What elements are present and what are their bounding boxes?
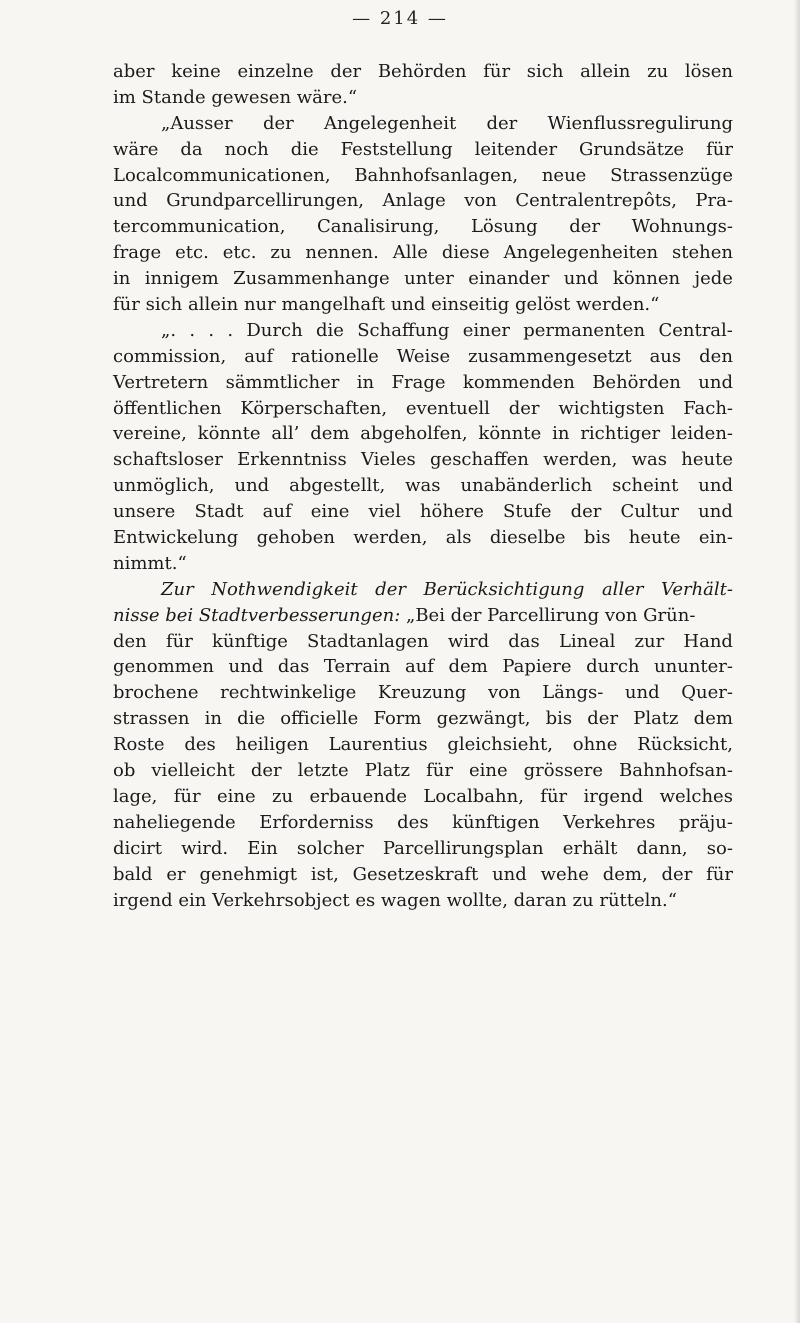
word: officielle xyxy=(280,708,359,730)
word: und xyxy=(698,475,733,497)
word: Durch xyxy=(246,319,303,341)
word: Lösung xyxy=(470,216,538,238)
word: können xyxy=(612,268,681,290)
word: abgestellt, xyxy=(289,475,386,497)
word: keine xyxy=(171,61,221,82)
word: künftige xyxy=(211,630,288,652)
word: leiden- xyxy=(670,423,733,445)
word: innigem xyxy=(144,268,219,290)
text-line xyxy=(113,499,733,525)
word: Wohnungs- xyxy=(631,216,733,238)
word: Längs- xyxy=(542,682,604,704)
word: genommen xyxy=(113,656,214,678)
word: wird. xyxy=(181,837,229,859)
text-line: irgend ein Verkehrsobject es wagen wollte, daran zu rütteln.“ xyxy=(113,889,677,911)
word: der xyxy=(569,216,601,238)
word: lage, xyxy=(113,785,158,807)
text-line xyxy=(113,240,733,266)
word: von xyxy=(488,682,521,704)
word: ist, xyxy=(310,863,339,885)
word: irgend xyxy=(583,785,644,807)
word: als xyxy=(445,527,472,549)
word: der xyxy=(250,760,282,782)
word: könnte xyxy=(478,423,542,445)
text-line xyxy=(113,525,733,551)
word: Platz xyxy=(364,760,411,782)
word: für xyxy=(483,61,511,82)
word: und xyxy=(563,268,599,290)
word: zusammengesetzt xyxy=(468,345,632,367)
word: Anlage xyxy=(382,190,446,212)
word: . xyxy=(189,319,196,341)
word: dem xyxy=(693,708,733,730)
word: und xyxy=(698,371,733,393)
word: schaftsloser xyxy=(113,449,223,471)
word: und xyxy=(492,863,527,885)
text-line xyxy=(113,758,733,784)
word: zu xyxy=(647,61,669,82)
word: etc. xyxy=(222,242,257,264)
word: sämmtlicher xyxy=(225,371,340,393)
word: Weise xyxy=(396,345,451,367)
word: Form xyxy=(373,708,422,730)
word: in xyxy=(552,423,570,445)
word: lösen xyxy=(684,61,733,82)
word: so- xyxy=(706,837,733,859)
word: welches xyxy=(659,785,733,807)
word: letzte xyxy=(297,760,349,782)
text-line xyxy=(113,654,733,680)
word: wehe xyxy=(540,863,589,885)
word: viel xyxy=(368,501,401,523)
word: einzelne xyxy=(237,61,314,82)
word: bis xyxy=(583,527,611,549)
word: von xyxy=(464,190,497,212)
text-line xyxy=(113,137,733,163)
text-line xyxy=(113,59,733,85)
word: und xyxy=(113,190,148,212)
word: in xyxy=(204,708,223,730)
word: frage xyxy=(113,242,162,264)
word: unmöglich, xyxy=(113,475,215,497)
word: heute xyxy=(681,449,733,471)
word: tercommunication, xyxy=(113,216,286,238)
word: unsere xyxy=(113,501,176,523)
word: strassen xyxy=(113,708,190,730)
text-line xyxy=(113,836,733,862)
word: für xyxy=(173,785,201,807)
word: des xyxy=(184,734,216,756)
word: zu xyxy=(272,785,294,807)
word: Fach- xyxy=(683,397,733,419)
word: gezwängt, xyxy=(436,708,531,730)
word: leitender xyxy=(474,138,558,160)
word: in xyxy=(356,371,375,393)
word: einander xyxy=(468,268,550,290)
word: werden, xyxy=(543,449,618,471)
word: dann, xyxy=(636,837,688,859)
word: der xyxy=(330,61,362,82)
word: Zur xyxy=(161,578,194,600)
word: rechtwinkelige xyxy=(220,682,357,704)
text-line xyxy=(113,577,733,603)
word: aber xyxy=(113,61,155,82)
page-number: — 214 — xyxy=(352,8,448,29)
word: Cultur xyxy=(620,501,680,523)
word: jede xyxy=(694,268,733,290)
word: Roste xyxy=(113,734,165,756)
word: das xyxy=(277,656,310,678)
word: was xyxy=(405,475,441,497)
word: Angelegenheiten xyxy=(503,242,659,264)
word: kommenden xyxy=(462,371,575,393)
text-line xyxy=(113,318,733,344)
word: Lineal xyxy=(558,630,616,652)
word: eine xyxy=(310,501,350,523)
word: höhere xyxy=(419,501,484,523)
word: der xyxy=(570,501,602,523)
word: für xyxy=(165,630,193,652)
word: diese xyxy=(441,242,490,264)
word: dem xyxy=(448,656,488,678)
word: zu xyxy=(270,242,292,264)
word: wichtigsten xyxy=(558,397,665,419)
word: den xyxy=(699,345,733,367)
word: naheliegende xyxy=(113,811,236,833)
word: Feststellung xyxy=(340,138,453,160)
word: Vieles xyxy=(360,449,416,471)
word: richtiger xyxy=(580,423,661,445)
word: „. xyxy=(161,319,177,341)
word: wird xyxy=(447,630,490,652)
word: dem, xyxy=(602,863,648,885)
word: bald xyxy=(113,863,153,885)
text-line xyxy=(113,396,733,422)
word: Angelegenheit xyxy=(324,112,457,134)
word: er xyxy=(166,863,186,885)
word: Laurentius xyxy=(328,734,428,756)
text-line xyxy=(113,163,733,189)
word: Localcommunicationen, xyxy=(113,164,331,186)
word: vielleicht xyxy=(151,760,235,782)
word: Erforderniss xyxy=(259,811,374,833)
word: stehen xyxy=(672,242,733,264)
word: Grundsätze xyxy=(579,138,685,160)
word: brochene xyxy=(113,682,199,704)
word: Localbahn, xyxy=(423,785,524,807)
word: erbauende xyxy=(309,785,408,807)
text-line xyxy=(113,214,733,240)
word: und xyxy=(234,475,270,497)
word: Stadt xyxy=(194,501,244,523)
word: Entwickelung xyxy=(113,527,239,549)
word: das xyxy=(508,630,540,652)
word: genehmigt xyxy=(199,863,298,885)
body-text xyxy=(113,59,733,913)
word: auf xyxy=(404,656,434,678)
word: für xyxy=(706,138,733,160)
word: Nothwendigkeit xyxy=(211,578,358,600)
word: die xyxy=(237,708,266,730)
word: die xyxy=(290,138,319,160)
word: der xyxy=(587,708,619,730)
word: dieselbe xyxy=(489,527,566,549)
text-line xyxy=(113,732,733,758)
word: Platz xyxy=(633,708,679,730)
word: ob xyxy=(113,760,136,782)
word: ein- xyxy=(698,527,733,549)
word: der xyxy=(661,863,693,885)
word: heiligen xyxy=(235,734,309,756)
word: aus xyxy=(649,345,682,367)
word: wäre xyxy=(113,138,159,160)
word: auf xyxy=(244,345,274,367)
word: unabänderlich xyxy=(460,475,593,497)
word: der xyxy=(486,112,518,134)
word: Quer- xyxy=(681,682,733,704)
word: Stadtanlagen xyxy=(307,630,429,652)
word: Kreuzung xyxy=(377,682,467,704)
word: etc. xyxy=(175,242,209,264)
text-line: für sich allein nur mangelhaft und einseitig gelöst werden.“ xyxy=(113,294,660,316)
word: nennen. xyxy=(305,242,379,264)
word: des xyxy=(397,811,429,833)
word: rationelle xyxy=(291,345,379,367)
word: die xyxy=(315,319,344,341)
word: für xyxy=(426,760,453,782)
word: eventuell xyxy=(405,397,490,419)
word: all’ xyxy=(271,423,300,445)
text-line: nisse bei Stadtverbesserungen: „Bei der Parcellirung von Grün- xyxy=(113,603,733,629)
word: künftigen xyxy=(452,811,540,833)
word: Wienflussregulirung xyxy=(547,112,733,134)
text-line xyxy=(113,344,733,370)
text-line xyxy=(113,862,733,888)
word: Canalisirung, xyxy=(317,216,440,238)
word: Central- xyxy=(658,319,733,341)
word: ohne xyxy=(572,734,618,756)
word: öffentlichen xyxy=(113,397,222,419)
text-line xyxy=(113,706,733,732)
word: vereine, xyxy=(113,423,187,445)
word: bis xyxy=(545,708,573,730)
word: Zusammenhange xyxy=(233,268,390,290)
text-line xyxy=(113,784,733,810)
text-line xyxy=(113,266,733,292)
word: in xyxy=(113,268,131,290)
word: den xyxy=(113,630,147,652)
text-line xyxy=(113,680,733,706)
text-line xyxy=(113,810,733,836)
text-line xyxy=(113,188,733,214)
word: Grundparcellirungen, xyxy=(166,190,365,212)
word: commission, xyxy=(113,345,227,367)
word: gleichsieht, xyxy=(447,734,553,756)
word: Berücksichtigung xyxy=(423,578,585,600)
word: Behörden xyxy=(592,371,681,393)
word: was xyxy=(631,449,667,471)
word: Rücksicht, xyxy=(637,734,733,756)
word: da xyxy=(180,138,203,160)
word: der xyxy=(508,397,540,419)
word: Hand xyxy=(683,630,733,652)
word: zur xyxy=(634,630,665,652)
word: neue xyxy=(541,164,587,186)
text-line: nimmt.“ xyxy=(113,552,187,574)
word: geschaffen xyxy=(430,449,529,471)
word: dem xyxy=(310,423,350,445)
word: allein xyxy=(580,61,631,82)
word: für xyxy=(706,863,733,885)
word: solcher xyxy=(296,837,364,859)
word: eine xyxy=(468,760,508,782)
word: auf xyxy=(262,501,292,523)
word: Parcellirungsplan xyxy=(382,837,544,859)
word: Pra- xyxy=(695,190,733,212)
word: Ein xyxy=(247,837,278,859)
word: sich xyxy=(526,61,564,82)
word: Centralentrepôts, xyxy=(515,190,677,212)
word: könnte xyxy=(197,423,261,445)
word: Stufe xyxy=(503,501,552,523)
word: Alle xyxy=(392,242,428,264)
word: für xyxy=(540,785,568,807)
page-edge-shadow xyxy=(794,0,800,1323)
text-line xyxy=(113,111,733,137)
word: und xyxy=(624,682,660,704)
word: Papiere xyxy=(502,656,572,678)
word: . xyxy=(208,319,215,341)
word: Strassenzüge xyxy=(610,164,733,186)
word: Erkenntniss xyxy=(237,449,347,471)
word: ununter- xyxy=(654,656,733,678)
word: Terrain xyxy=(323,656,391,678)
word: „Ausser xyxy=(161,112,233,134)
word: abgeholfen, xyxy=(360,423,468,445)
text-line xyxy=(113,473,733,499)
word: der xyxy=(262,112,294,134)
word: eine xyxy=(217,785,256,807)
word: unter xyxy=(404,268,454,290)
word: noch xyxy=(224,138,269,160)
word: Behörden xyxy=(377,61,467,82)
italic-heading: nisse bei Stadtverbesserungen: xyxy=(113,604,401,626)
word: grössere xyxy=(523,760,603,782)
word: Bahnhofsanlagen, xyxy=(354,164,519,186)
word: aller xyxy=(601,578,644,600)
word: . xyxy=(227,319,234,341)
word: einer xyxy=(462,319,510,341)
word: scheint xyxy=(612,475,679,497)
word: und xyxy=(698,501,733,523)
word: erhält xyxy=(562,837,618,859)
word: dicirt xyxy=(113,837,162,859)
word: werden, xyxy=(353,527,428,549)
word: Verhält- xyxy=(660,578,733,600)
word: Schaffung xyxy=(357,319,450,341)
word: permanenten xyxy=(523,319,646,341)
word: Bahnhofsan- xyxy=(619,760,733,782)
word: heute xyxy=(628,527,681,549)
word: Gesetzeskraft xyxy=(352,863,479,885)
word: und xyxy=(228,656,264,678)
word: Körperschaften, xyxy=(240,397,388,419)
word: Frage xyxy=(391,371,446,393)
text-line: im Stande gewesen wäre.“ xyxy=(113,86,358,108)
word: durch xyxy=(586,656,640,678)
text-line xyxy=(113,421,733,447)
text-line xyxy=(113,447,733,473)
text-line xyxy=(113,370,733,396)
word: Vertretern xyxy=(113,371,209,393)
word: gehoben xyxy=(256,527,335,549)
word: der xyxy=(375,578,406,600)
word: Verkehres xyxy=(563,811,656,833)
word: präju- xyxy=(678,811,733,833)
text-line xyxy=(113,629,733,655)
